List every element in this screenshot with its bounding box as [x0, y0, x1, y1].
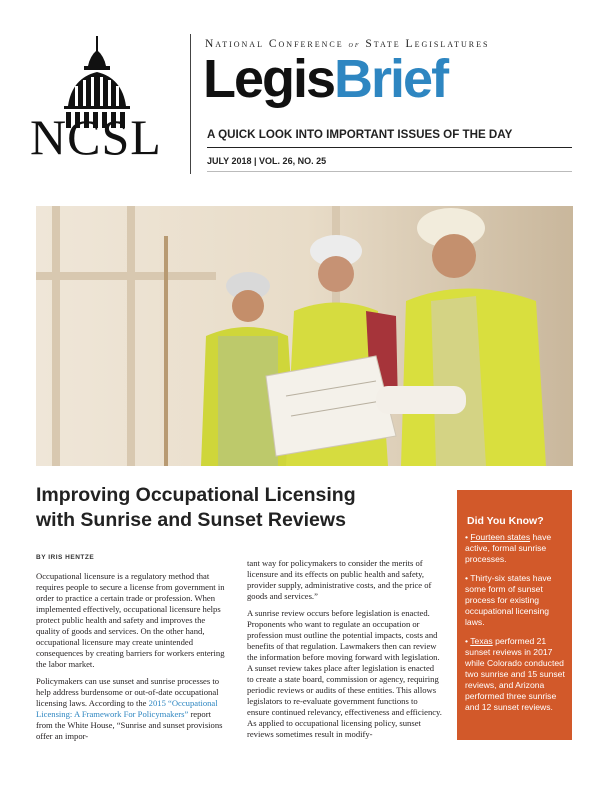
- sidebar-item: • Texas performed 21 sunset reviews in 2017 while Colorado conducted two sunrise and 15 sunset reviews, and Arizona performed three sunrise and 12 sunset reviews.: [465, 636, 565, 712]
- construction-workers-photo: [36, 206, 573, 466]
- brand-legis: Legis: [203, 49, 335, 109]
- header-rule: [207, 147, 572, 148]
- paragraph: tant way for policymakers to consider the merits of licensure and its effects on public health and safety, provider supply, administrative costs, and the price of goods and services.”: [247, 558, 432, 601]
- issue-info: JULY 2018 | VOL. 26, NO. 25: [207, 156, 327, 166]
- paragraph: Policymakers can use sunset and sunrise processes to help address burdensome or out-of-date occupational licensing laws. According to the 2015 “Occupational Licensing: A Framework For Policymakers” report from the White House, “Sunrise and sunset provisions offer an impor-: [36, 676, 223, 741]
- legisbrief-title: [203, 49, 448, 109]
- header-divider: [190, 34, 191, 174]
- tagline: A QUICK LOOK INTO IMPORTANT ISSUES OF THE DAY: [207, 128, 513, 141]
- paragraph: Occupational licensure is a regulatory method that requires people to secure a license from government in order to practice a certain trade or profession. When implemented effectively, occupational licensure helps protect public health and safety and improves the quality of goods and services. On the other hand, occupational licensure may create unintended consequences by creating barriers for workers entering the labor market.: [36, 571, 225, 669]
- sidebar-item: • Fourteen states have active, formal sunrise processes.: [465, 532, 552, 564]
- brand-brief: Brief: [334, 49, 448, 109]
- sidebar-title: Did You Know?: [467, 515, 544, 527]
- byline: BY IRIS HENTZE: [36, 554, 95, 561]
- article-column-2: [247, 558, 442, 746]
- texas-link[interactable]: Texas: [470, 636, 493, 646]
- white-house-report-link[interactable]: 2015 “Occupational Licensing: A Framework For Policymakers”: [36, 698, 218, 719]
- org-name: National Conference of State Legislatures: [205, 38, 490, 50]
- ncsl-logo-text: NCSL: [30, 109, 162, 165]
- article-headline: Improving Occupational Licensing with Sunrise and Sunset Reviews: [36, 484, 356, 531]
- fourteen-states-link[interactable]: Fourteen states: [470, 532, 531, 542]
- article-column-1: [36, 571, 226, 748]
- sidebar-body: [465, 532, 567, 721]
- header-rule-light: [207, 171, 572, 172]
- did-you-know-sidebar: [457, 490, 572, 740]
- paragraph: A sunrise review occurs before legislation is enacted. Proponents who want to regulate an occupation or profession must outline the potential impacts, costs and benefits of that regulation. Lawmakers then can review the information before moving forward with legislation. A sunset review takes place after legislation is enacted to create a state board, commission or agency, requiring periodic reviews or audits of these entities. This allows legislators to re-evaluate government functions to ensure continued relevancy, effectiveness and efficiency. As applied to occupational licensing policy, sunset reviews sometimes result in modify-: [247, 608, 442, 739]
- sidebar-item: • Thirty-six states have some form of sunset process for existing occupational licensing laws.: [465, 573, 552, 627]
